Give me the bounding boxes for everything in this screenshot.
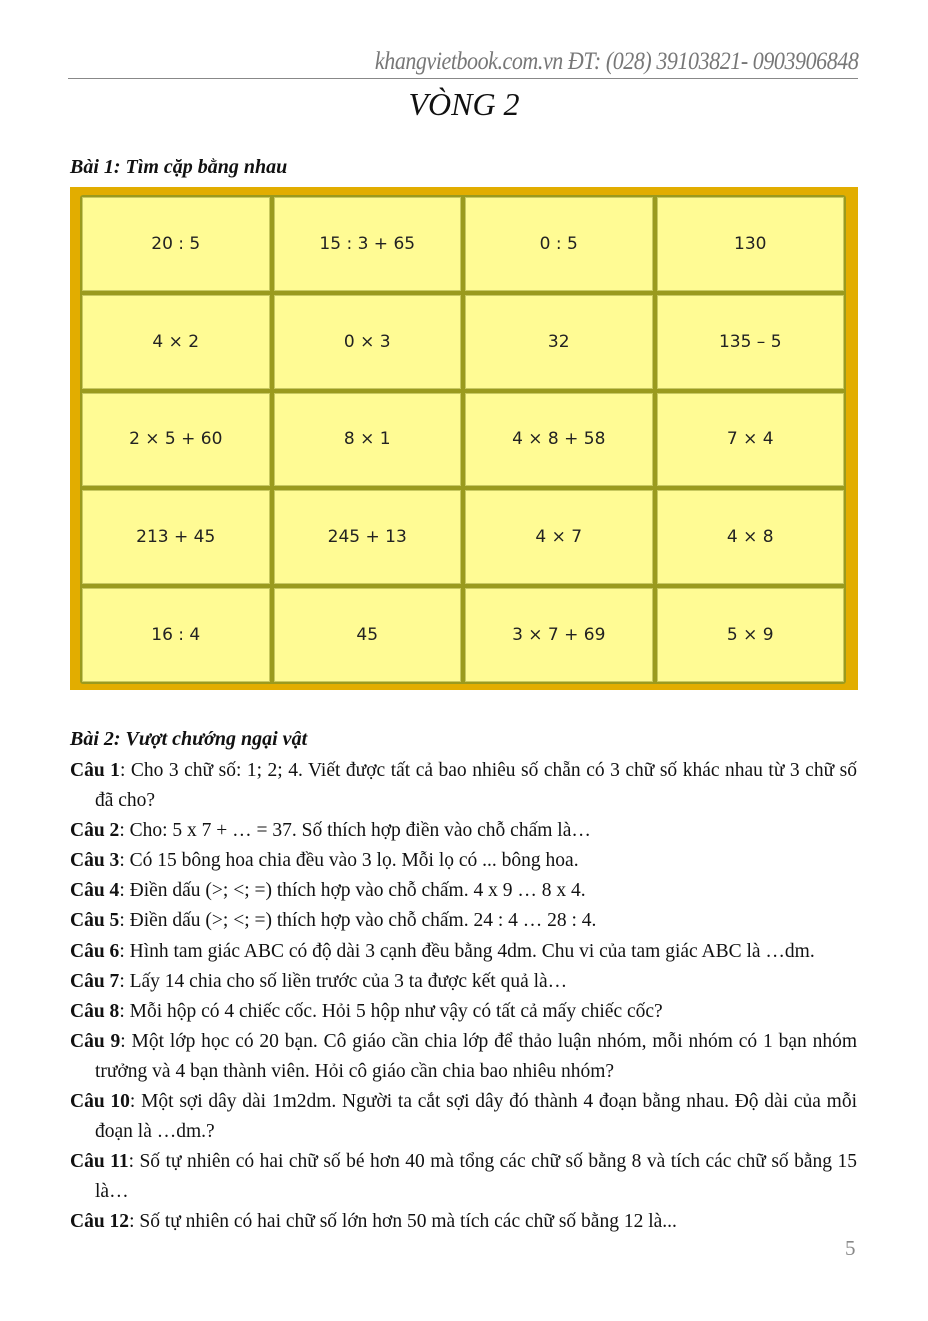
question-text: : Điền dấu (>; <; =) thích hợp vào chỗ chấm. 4 x 9 … 8 x 4.: [119, 880, 586, 902]
question-label: Câu 12: [70, 1211, 130, 1233]
grid-cell[interactable]: 0 : 5: [465, 197, 653, 291]
page-header: khangvietbook.com.vn ĐT: (028) 39103821- 0903906848: [374, 48, 858, 75]
question-item: [70, 937, 857, 967]
grid-cell[interactable]: 15 : 3 + 65: [274, 197, 462, 291]
grid-cell[interactable]: 3 × 7 + 69: [465, 588, 653, 682]
question-item: [70, 1087, 857, 1147]
grid-cell[interactable]: 45: [274, 588, 462, 682]
question-text: : Lấy 14 chia cho số liền trước của 3 ta được kết quả là…: [119, 970, 568, 992]
header-divider: [68, 78, 858, 79]
matching-board: [70, 187, 858, 690]
question-text: : Cho 3 chữ số: 1; 2; 4. Viết được tất cả bao nhiêu số chẵn có 3 chữ số khác nhau từ 3 chữ số đã cho?: [95, 760, 857, 812]
grid-cell[interactable]: 16 : 4: [82, 588, 270, 682]
question-text: : Có 15 bông hoa chia đều vào 3 lọ. Mỗi lọ có ... bông hoa.: [119, 850, 579, 872]
question-item: [70, 816, 857, 846]
question-item: [70, 1147, 857, 1207]
question-label: Câu 6: [70, 940, 120, 962]
question-text: : Cho: 5 x 7 + … = 37. Số thích hợp điền vào chỗ chấm là…: [119, 820, 591, 842]
bai2-heading: Bài 2: Vượt chướng ngại vật: [70, 728, 308, 750]
question-label: Câu 7: [70, 970, 120, 992]
question-label: Câu 10: [70, 1091, 130, 1113]
question-item: [70, 846, 857, 876]
question-text: : Hình tam giác ABC có độ dài 3 cạnh đều bằng 4dm. Chu vi của tam giác ABC là …dm.: [119, 940, 815, 962]
grid-cell[interactable]: 0 × 3: [274, 295, 462, 389]
grid-cell[interactable]: 4 × 2: [82, 295, 270, 389]
question-list: [70, 756, 857, 1238]
question-label: Câu 4: [70, 880, 120, 902]
question-item: [70, 1207, 857, 1237]
question-item: [70, 876, 857, 906]
grid-cell[interactable]: 4 × 8: [657, 490, 845, 584]
question-label: Câu 3: [70, 850, 120, 872]
page-title: VÒNG 2: [408, 86, 520, 122]
grid-cell[interactable]: 245 + 13: [274, 490, 462, 584]
question-label: Câu 9: [70, 1030, 121, 1052]
grid-cell[interactable]: 8 × 1: [274, 393, 462, 487]
question-item: [70, 756, 857, 816]
question-label: Câu 5: [70, 910, 120, 932]
question-text: : Số tự nhiên có hai chữ số bé hơn 40 mà tổng các chữ số bằng 8 và tích các chữ số bằng 15 là…: [95, 1151, 857, 1203]
question-text: : Mỗi hộp có 4 chiếc cốc. Hỏi 5 hộp như vậy có tất cả mấy chiếc cốc?: [119, 1000, 663, 1022]
bai1-heading: Bài 1: Tìm cặp bằng nhau: [70, 156, 288, 178]
question-text: : Điền dấu (>; <; =) thích hợp vào chỗ chấm. 24 : 4 … 28 : 4.: [119, 910, 597, 932]
question-label: Câu 2: [70, 820, 120, 842]
question-label: Câu 8: [70, 1000, 120, 1022]
grid-cell[interactable]: 2 × 5 + 60: [82, 393, 270, 487]
grid-cell[interactable]: 32: [465, 295, 653, 389]
question-text: : Một lớp học có 20 bạn. Cô giáo cần chia lớp để thảo luận nhóm, mỗi nhóm có 1 bạn nhóm trưởng và 4 bạn thành viên. Hỏi cô giáo cần chia bao nhiêu nhóm?: [95, 1030, 857, 1082]
question-label: Câu 1: [70, 760, 120, 781]
question-item: [70, 967, 857, 997]
question-text: : Một sợi dây dài 1m2dm. Người ta cắt sợi dây đó thành 4 đoạn bằng nhau. Độ dài của mỗi đoạn là …dm.?: [95, 1091, 857, 1143]
question-text: : Số tự nhiên có hai chữ số lớn hơn 50 mà tích các chữ số bằng 12 là...: [129, 1211, 677, 1233]
grid-cell[interactable]: 20 : 5: [82, 197, 270, 291]
matching-grid: [80, 195, 846, 684]
grid-cell[interactable]: 4 × 8 + 58: [465, 393, 653, 487]
question-item: [70, 997, 857, 1027]
question-item: [70, 906, 857, 936]
grid-cell[interactable]: 135 – 5: [657, 295, 845, 389]
grid-cell[interactable]: 7 × 4: [657, 393, 845, 487]
question-item: [70, 1027, 857, 1087]
grid-cell[interactable]: 213 + 45: [82, 490, 270, 584]
grid-cell[interactable]: 4 × 7: [465, 490, 653, 584]
page-number: 5: [845, 1236, 856, 1260]
grid-cell[interactable]: 5 × 9: [657, 588, 845, 682]
question-label: Câu 11: [70, 1151, 129, 1173]
grid-cell[interactable]: 130: [657, 197, 845, 291]
